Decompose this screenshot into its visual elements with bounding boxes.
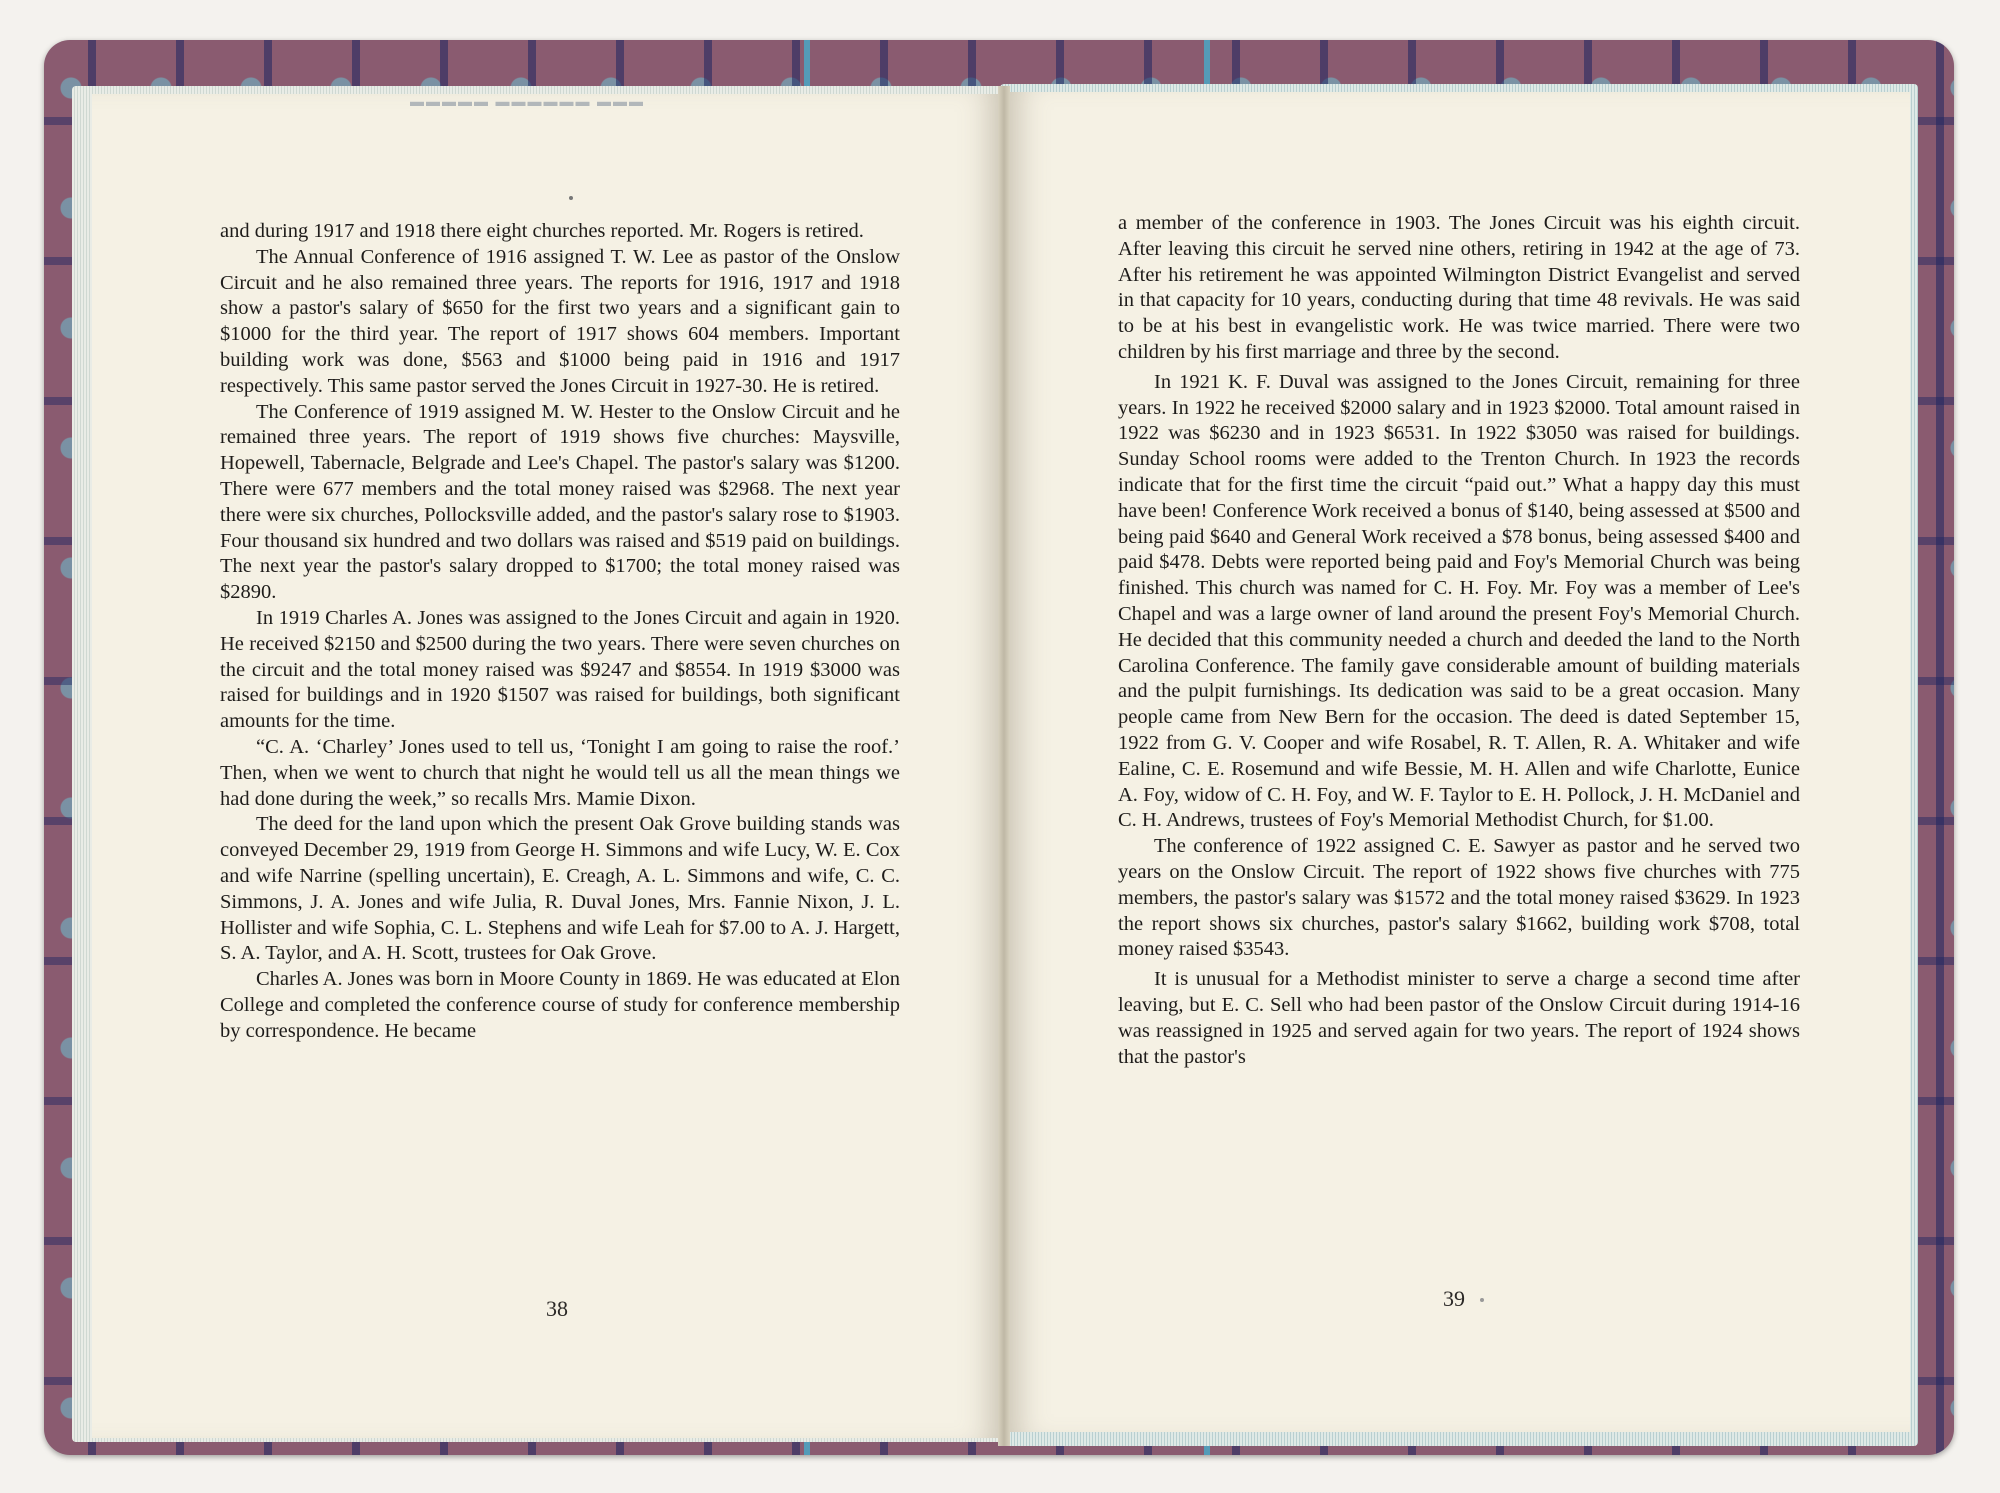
paragraph: The conference of 1922 assigned C. E. Sawyer as pastor and he served two years on the Onslow Circuit. The report of 1922 shows five churches with 775 members, the pastor's salary was $1572 and the total money raised $3629. In 1923 the report shows six churches, pastor's salary $1662, building work $708, total money raised $3543. (1118, 835, 1800, 961)
paragraph: It is unusual for a Methodist minister to serve a charge a second time after leaving, but E. C. Sell who had been pastor of the Onslow Circuit during 1914-16 was reassigned in 1925 and served again for two years. The report of 1924 shows that the pastor's (1118, 968, 1800, 1068)
paragraph: In 1919 Charles A. Jones was assigned to the Jones Circuit and again in 1920. He received $2150 and $2500 during the two years. There were seven churches on the circuit and the total money raised was $9247 and $8554. In 1919 $3000 was raised for buildings and in 1920 $1507 was raised for buildings, both significant amounts for the time. (220, 606, 900, 733)
page-number-right: 39 (1443, 1286, 1465, 1311)
right-page-text (1118, 211, 1800, 1070)
ink-speck (569, 196, 573, 200)
paragraph: The Conference of 1919 assigned M. W. Hester to the Onslow Circuit and he remained three years. The report of 1919 shows five churches: Maysville, Hopewell, Tabernacle, Belgrade and Lee's Chapel. The pastor's salary was $1200. There were 677 members and the total money raised was $2968. The next year there were six churches, Pollocksville added, and the pastor's salary rose to $1903. Four thousand six hundred and two dollars was raised and $519 paid on buildings. The next year the pastor's salary dropped to $1700; the total money raised was $2890. (220, 400, 900, 604)
paragraph: “C. A. ‘Charley’ Jones used to tell us, ‘Tonight I am going to raise the roof.’ Then, when we went to church that night he would tell us all the mean things we had done during the week,” so recalls Mrs. Mamie Dixon. (220, 735, 900, 810)
book-gutter (998, 86, 1010, 1446)
paragraph: a member of the conference in 1903. The Jones Circuit was his eighth circuit. After leaving this circuit he served nine others, retiring in 1942 at the age of 73. After his retirement he was appointed Wilmington District Evangelist and served in that capacity for 10 years, conducting during that time 48 revivals. He was said to be at his best in evangelistic work. He was twice married. There were two children by his first marriage and three by the second. (1118, 212, 1800, 363)
paragraph: The Annual Conference of 1916 assigned T. W. Lee as pastor of the Onslow Circuit and he also remained three years. The reports for 1916, 1917 and 1918 show a pastor's salary of $650 for the first two years and a significant gain to $1000 for the third year. The report of 1917 shows 604 members. Important building work was done, $563 and $1000 being paid in 1916 and 1917 respectively. This same pastor served the Jones Circuit in 1927-30. He is retired. (220, 245, 900, 397)
paragraph: The deed for the land upon which the present Oak Grove building stands was conveyed December 29, 1919 from George H. Simmons and wife Lucy, W. E. Cox and wife Narrine (spelling uncertain), E. Creagh, A. L. Simmons and wife, C. C. Simmons, J. A. Jones and wife Julia, R. Duval Jones, Mrs. Fannie Nixon, J. L. Hollister and wife Sophia, C. L. Stephens and wife Leah for $7.00 to A. J. Hargett, S. A. Taylor, and A. H. Scott, trustees for Oak Grove. (220, 813, 900, 965)
paragraph: In 1921 K. F. Duval was assigned to the Jones Circuit, remaining for three years. In 1922 he received $2000 salary and in 1923 $2000. Total amount raised in 1922 was $6230 and in 1923 $6531. In 1922 $3050 was raised for buildings. Sunday School rooms were added to the Trenton Church. In 1923 the records indicate that for the first time the circuit “paid out.” What a happy day this must have been! Conference Work received a bonus of $140, being assessed at $500 and being paid $640 and General Work received a $78 bonus, being assessed $400 and paid $478. Debts were reported being paid and Foy's Memorial Church was being finished. This church was named for C. H. Foy. Mr. Foy was a member of Lee's Chapel and was a large owner of land around the present Foy's Memorial Church. He decided that this community needed a church and deeded the land to the North Carolina Conference. The family gave considerable amount of building materials and the pulpit furnishings. Its dedication was said to be a great occasion. Many people came from New Bern for the occasion. The deed is dated September 15, 1922 from G. V. Cooper and wife Rosabel, R. T. Allen, R. A. Whitaker and wife Ealine, C. E. Rosemund and wife Bessie, M. H. Allen and wife Charlotte, Eunice A. Foy, widow of C. H. Foy, and W. F. Taylor to E. H. Pollock, J. H. McDaniel and C. H. Andrews, trustees of Foy's Memorial Methodist Church, for $1.00. (1118, 370, 1800, 832)
paragraph: Charles A. Jones was born in Moore County in 1869. He was educated at Elon College and completed the conference course of study for conference membership by correspondence. He became (220, 968, 900, 1042)
paragraph: and during 1917 and 1918 there eight churches reported. Mr. Rogers is retired. (220, 220, 864, 242)
page-number-left: 38 (546, 1296, 568, 1321)
library-stamp: ▬▬▬▬▬ ▬▬▬▬▬▬ ▬▬▬ (410, 95, 645, 110)
ink-speck (1480, 1298, 1484, 1302)
left-page-text (220, 219, 900, 1045)
